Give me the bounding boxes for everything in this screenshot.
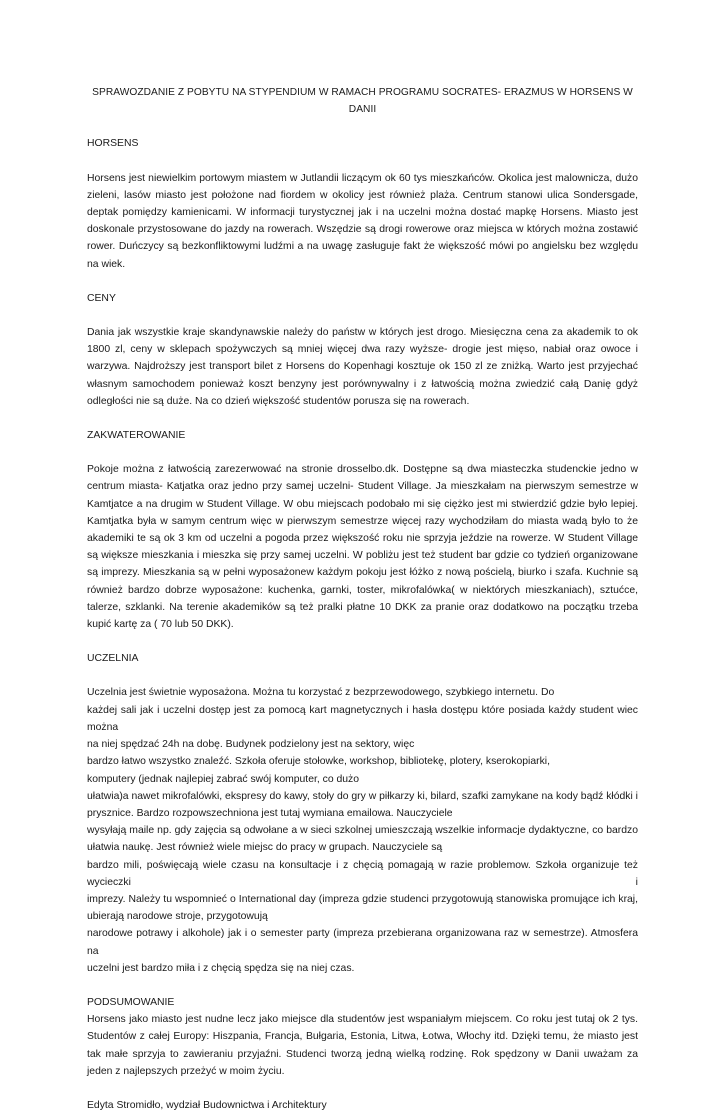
section-text-uczelnia — [87, 684, 638, 976]
uczelnia-line: komputery (jednak najlepiej zabrać swój komputer, co dużo — [87, 773, 360, 785]
section-heading-uczelnia: UCZELNIA — [87, 653, 139, 665]
uczelnia-line: bardzo mili, poświęcają wiele czasu na konsultacje i z chęcią pomagają w razie problemow. Szkoła organizuje też wycieczki i — [87, 859, 638, 888]
uczelnia-line: bardzo łatwo wszystko znaleźć. Szkoła oferuje stołowke, workshop, bibliotekę, plotery, kserokopiarki, — [87, 756, 550, 768]
uczelnia-line: ułatwia naukę. Jest również wiele miejsc do pracy w grupach. Nauczyciele są — [87, 842, 443, 854]
section-heading-podsumowanie: PODSUMOWANIE — [87, 996, 175, 1008]
uczelnia-line: prysznice. Bardzo rozpowszechniona jest tutaj wymiana emailowa. Nauczyciele — [87, 807, 453, 819]
author-signature: Edyta Stromidło, wydział Budownictwa i Architektury — [87, 1099, 327, 1111]
uczelnia-line: imprezy. Należy tu wspomnieć o International day (impreza gdzie studenci przygotowują stanowiska promujące ich kraj, — [87, 893, 638, 905]
uczelnia-line: ubierają narodowe stroje, przygotowują — [87, 911, 268, 923]
section-heading-horsens: HORSENS — [87, 138, 139, 150]
uczelnia-line: każdej sali jak i uczelni dostęp jest za pomocą kart magnetycznych i hasła dostępu które posiada każdy student wiec można — [87, 704, 638, 733]
document-page — [87, 84, 638, 1114]
section-text-zakwaterowanie: Pokoje można z łatwością zarezerwować na stronie drosselbo.dk. Dostępne są dwa miasteczka studenckie jedno w centrum miasta- Katjatka oraz jedno przy samej uczelni- Student Village. Ja mieszkałam na pierwszym semestrze w Kamtjatce a na drugim w Student Village. W obu miejscach podobało mi się ciężko jest mi stwierdzić gdzie było lepiej. Kamtjatka była w samym centrum więc w pierwszym semestrze więcej razy wychodziłam do miasta wadą było to że akademiki te są ok 3 km od uczelni a pogoda przez większość roku nie sprzyja jeździe na rowerze. W Student Village są większe mieszkania i mieszka się przy samej uczelni. W pobliżu jest też student bar gdzie co tydzień organizowane są imprezy. Mieszkania są w pełni wyposażonew każdym pokoju jest łóżko z nową pościelą, biurko i szafa. Kuchnie są również bardzo dobrze wyposażone: kuchenka, garnki, toster, mikrofalówka( w niektórych mieszkaniach), sztućce, talerze, szklanki. Na terenie akademików są też pralki płatne 10 DKK za pranie oraz dodatkowo na początku trzeba kupić kartę za ( 70 lub 50 DKK). — [87, 464, 638, 631]
uczelnia-line: na niej spędzać 24h na dobę. Budynek podzielony jest na sektory, więc — [87, 739, 415, 751]
uczelnia-line: Uczelnia jest świetnie wyposażona. Można tu korzystać z bezprzewodowego, szybkiego internetu. Do — [87, 687, 555, 699]
uczelnia-line: wysyłają maile np. gdy zajęcia są odwołane a w sieci szkolnej umieszczają wszelkie informacje dydaktyczne, co bardzo — [87, 825, 638, 837]
section-text-podsumowanie: Horsens jako miasto jest nudne lecz jako miejsce dla studentów jest wspaniałym miejscem. Co roku jest tutaj ok 2 tys. Studentów z całej Europy: Hiszpania, Francja, Bułgaria, Estonia, Litwa, Łotwa, Włochy itd. Dzięki temu, że miasto jest tak małe sprzyja to zawieraniu przyjaźni. Studenci tworzą jedną wielką rodzinę. Rok spędzony w Danii uważam za jeden z najlepszych przeżyć w moim życiu. — [87, 1014, 638, 1077]
section-text-horsens: Horsens jest niewielkim portowym miastem w Jutlandii liczącym ok 60 tys mieszkańców. Okolica jest malownicza, dużo zieleni, lasów miasto jest położone nad fiordem w okolicy jest również plaża. Centrum stanowi ulica Sondersgade, deptak pomiędzy kamienicami. W informacji turystycznej jak i na uczelni można dostać mapkę Horsens. Miasto jest doskonale przystosowane do jazdy na rowerach. Wszędzie są drogi rowerowe oraz miejsca w których można zostawić rower. Duńczycy są bezkonfliktowymi ludźmi a na uwagę zasługuje fakt że większość mówi po angielsku bez względu na wiek. — [87, 172, 638, 270]
uczelnia-line: ułatwia)a nawet mikrofalówki, ekspresy do kawy, stoły do gry w piłkarzy ki, bilard, szafki zamykane na kody bądź kłódki i — [87, 790, 638, 802]
uczelnia-line: uczelni jest bardzo miła i z chęcią spędza się na niej czas. — [87, 962, 355, 974]
document-title: SPRAWOZDANIE Z POBYTU NA STYPENDIUM W RAMACH PROGRAMU SOCRATES- ERAZMUS W HORSENS W DANII — [92, 87, 633, 116]
uczelnia-line: narodowe potrawy i alkohole) jak i o semester party (impreza przebierana organizowana raz w semestrze). Atmosfera na — [87, 928, 638, 957]
section-heading-ceny: CENY — [87, 292, 116, 304]
section-text-ceny: Dania jak wszystkie kraje skandynawskie należy do państw w których jest drogo. Miesięczna cena za akademik to ok 1800 zl, ceny w sklepach spożywczych są mniej więcej dwa razy wyższe- drogie jest mięso, nabiał oraz owoce i warzywa. Najdroższy jest transport bilet z Horsens do Kopenhagi kosztuje ok 150 zl ze zniżką. Warto jest przyjechać własnym samochodem ponieważ koszt benzyny jest porównywalny i z łatwością można zwiedzić całą Danię gdyż odległości nie są duże. Na co dzień większość studentów porusza się na rowerach. — [87, 327, 638, 407]
section-heading-zakwaterowanie: ZAKWATEROWANIE — [87, 430, 186, 442]
